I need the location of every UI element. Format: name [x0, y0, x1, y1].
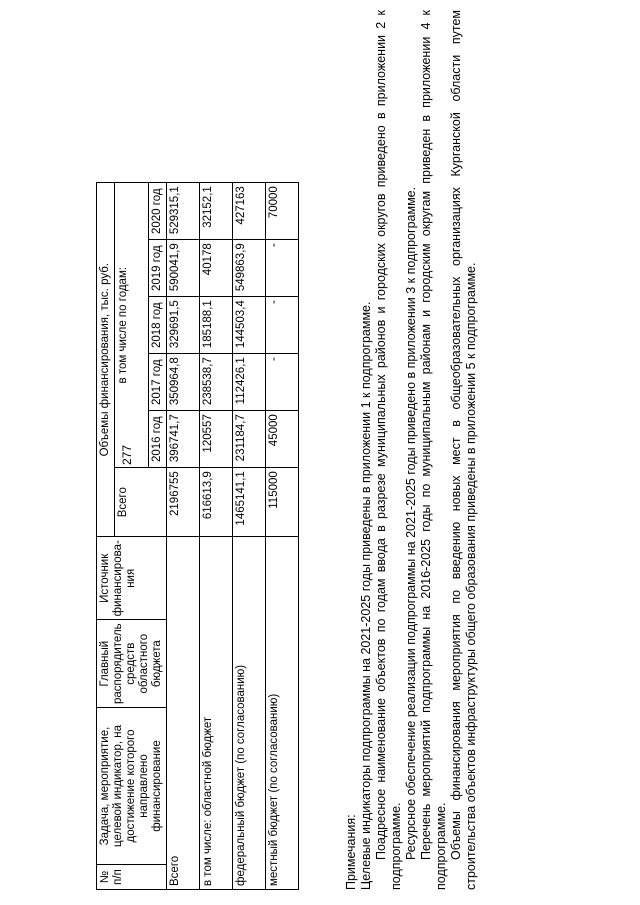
row-label: Всего	[167, 537, 200, 890]
table-row	[200, 183, 233, 890]
cell-value: 185188,1	[200, 297, 233, 354]
cell-value: 32152,1	[200, 183, 233, 240]
cell-value: 70000	[266, 183, 299, 240]
cell-value: 590041,9	[167, 240, 200, 297]
row-label: федеральный бюджет (по согласованию)	[233, 537, 266, 890]
header-source: Источник финансирова-ния	[97, 537, 167, 620]
header-year: 2020 год	[149, 183, 167, 240]
cell-value: 529315,1	[167, 183, 200, 240]
header-total: Всего	[115, 468, 167, 537]
cell-value: 329691,5	[167, 297, 200, 354]
cell-value: 549863,9	[233, 240, 266, 297]
header-manager: Главный распорядитель средств областного бюджета	[97, 620, 167, 708]
cell-value: 396741,7	[167, 411, 200, 468]
cell-value: 427163	[233, 183, 266, 240]
header-year: 2017 год	[149, 354, 167, 411]
cell-value: 45000	[266, 411, 299, 468]
cell-value: 120557	[200, 411, 233, 468]
row-total: 616613,9	[200, 468, 233, 537]
row-total: 2196755	[167, 468, 200, 537]
header-year: 2016 год	[149, 411, 167, 468]
note-item: Поадресное наименование объектов по годам ввода в разрезе муниципальных районов и городских округов приведено в приложении 2 к подпрограмме.	[374, 10, 403, 890]
cell-value: 40178	[200, 240, 233, 297]
note-item: Ресурсное обеспечение реализации подпрограммы на 2021-2025 годы приведено в приложении 3 к подпрограмме.	[404, 186, 418, 860]
cell-value: 238538,7	[200, 354, 233, 411]
row-label: местный бюджет (по согласованию)	[266, 537, 299, 890]
note-item: Перечень мероприятий подпрограммы на 2016-2025 годы по муниципальным районам и городским округам приведен в приложении 4 к подпрограмме.	[419, 10, 448, 890]
header-year: 2018 год	[149, 297, 167, 354]
header-year: 2019 год	[149, 240, 167, 297]
cell-value: 112426,1	[233, 354, 266, 411]
row-label: в том числе: областной бюджет	[200, 537, 233, 890]
cell-value: 350964,8	[167, 354, 200, 411]
cell-value: -	[266, 354, 299, 411]
notes-title: Примечания:	[344, 814, 358, 890]
table-row	[266, 183, 299, 890]
notes-section	[344, 10, 479, 890]
table-row	[167, 183, 200, 890]
page-number: 277	[120, 444, 134, 466]
header-by-years: в том числе по годам:	[115, 183, 149, 468]
cell-value: -	[266, 240, 299, 297]
cell-value: -	[266, 297, 299, 354]
cell-value: 144503,4	[233, 297, 266, 354]
header-num: № п/п	[97, 865, 167, 890]
row-total: 115000	[266, 468, 299, 537]
note-item: Объемы финансирования мероприятия по введению новых мест в общеобразовательных организациях Курганской области путем строительства объектов инфраструктуры общего образования приведены в приложении 5 к подпрограмме.	[449, 10, 478, 890]
row-total: 1465141,1	[233, 468, 266, 537]
table-row	[233, 183, 266, 890]
note-item: Целевые индикаторы подпрограммы на 2021-2025 годы приведены в приложении 1 к подпрограмме.	[359, 301, 373, 890]
rotated-page-content	[96, 10, 496, 890]
cell-value: 231184,7	[233, 411, 266, 468]
header-task: Задача, мероприятие, целевой индикатор, на достижение которого направлено финансирование	[97, 708, 167, 865]
financing-table	[96, 182, 299, 890]
header-volume: Объемы финансирования, тыс. руб.	[97, 183, 115, 537]
